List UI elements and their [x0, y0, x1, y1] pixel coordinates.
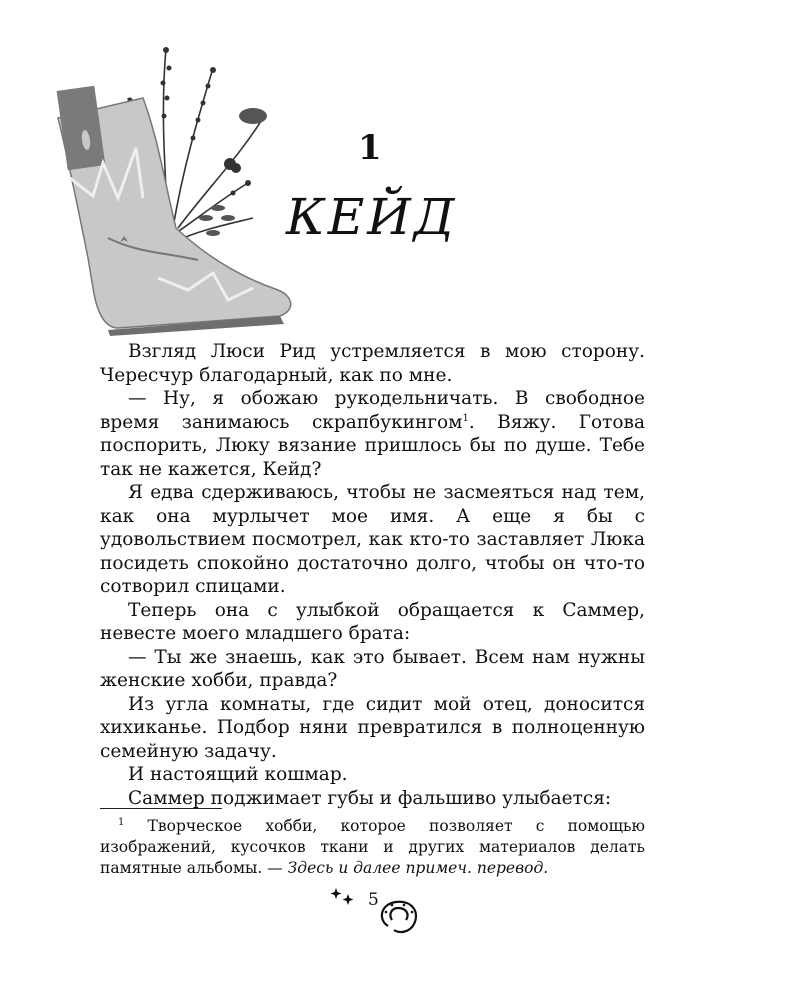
chapter-title: КЕЙД [286, 188, 458, 246]
paragraph: Я едва сдерживаюсь, чтобы не засмеяться над тем, как она мурлычет мое имя. А еще я бы с удовольствием посмотрел, как кто-то заставляет Люка посидеть спокойно достаточно долго, чтобы он что-то сотворил спицами. [100, 482, 645, 597]
footnote [100, 816, 645, 879]
chapter-body [100, 340, 645, 810]
paragraph: Теперь она с улыбкой обращается к Саммер, невесте моего младшего брата: [100, 599, 645, 644]
footnote-text: Творческое хобби, которое позволяет с помощью изображений, кусочков ткани и других материалов делать памятные альбомы. — [100, 817, 645, 877]
footnote-marker: 1 [118, 816, 125, 828]
paragraph: — Ты же знаешь, как это бывает. Всем нам нужны женские хобби, правда? [100, 646, 645, 691]
footnote-reference[interactable]: 1 [462, 412, 469, 424]
page-number: 5 [368, 890, 379, 910]
paragraph: Взгляд Люси Рид устремляется в мою сторону. Чересчур благодарный, как по мне. [100, 341, 645, 386]
page-footer [326, 880, 436, 940]
footnote-divider [100, 808, 222, 809]
paragraph: И настоящий кошмар. [128, 764, 348, 785]
paragraph: Из угла комнаты, где сидит мой отец, доносится хихиканье. Подбор няни превратился в полноценную семейную задачу. [100, 693, 645, 762]
sparkle-horseshoe-icon [326, 880, 436, 940]
cowboy-boot-flowers-illustration [48, 28, 348, 338]
footnote-attribution: Здесь и далее примеч. перевод. [287, 859, 549, 877]
paragraph: Саммер поджимает губы и фальшиво улыбается: [128, 787, 612, 809]
paragraph: — Ну, я обожаю рукодельничать. В свободное время занимаюсь скрапбукингом$^1$. Вяжу. Готова поспорить, Люку вязание пришлось бы по душе. Тебе так не кажется, Кейд? [100, 388, 645, 480]
